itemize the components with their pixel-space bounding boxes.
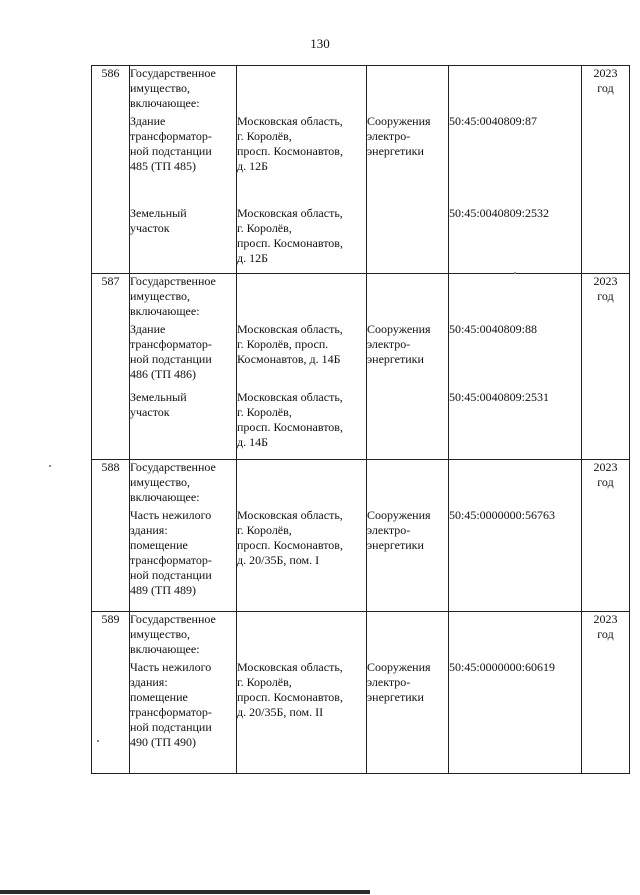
text-line: ной подстанции [130,143,212,158]
text-line: 2023 [593,460,618,474]
text-line: имущество, [130,81,191,95]
scan-edge-line [0,890,370,894]
text-line: г. Королёв, [237,128,292,143]
text-line: помещение [130,689,188,704]
text-line: д. 14Б [237,434,268,449]
text-line: Сооружения [367,507,431,522]
empty-cell [449,460,582,508]
item-cadastral-number: 50:45:0000000:56763 [449,508,582,612]
text-line: Сооружения [367,659,431,674]
record-row [92,460,630,508]
text-line: электро- [367,336,411,351]
text-line: ной подстанции [130,567,212,582]
text-line: Сооружения [367,321,431,336]
empty-cell [367,66,449,114]
text-line: Московская область, [237,321,343,336]
item-cadastral-number: 50:45:0040809:2532 [449,206,582,274]
text-line: включающее: [130,642,200,656]
record-heading [130,274,237,322]
empty-cell [237,612,367,660]
text-line: Часть нежилого [130,507,212,522]
property-table [91,65,630,774]
record-row [92,66,630,114]
item-row [92,508,630,612]
text-line: ной подстанции [130,351,212,366]
record-heading [130,66,237,114]
text-line: 2023 [593,274,618,288]
item-purpose [367,508,449,612]
empty-cell [449,66,582,114]
record-year [582,460,630,612]
record-number: 588 [92,460,130,612]
record-year [582,274,630,460]
item-name [130,390,237,460]
text-line: просп. Космонавтов, [237,537,343,552]
text-line: г. Королёв, [237,404,292,419]
item-cadastral-number: 50:45:0000000:60619 [449,660,582,774]
record-heading [130,460,237,508]
record-heading [130,612,237,660]
text-line: 486 (ТП 486) [130,366,196,381]
record-year [582,612,630,774]
text-line: просп. Космонавтов, [237,143,343,158]
item-address [237,206,367,274]
item-row [92,114,630,206]
text-line: включающее: [130,304,200,318]
record-row [92,274,630,322]
text-line: энергетики [367,537,424,552]
text-line: трансформатор- [130,336,212,351]
text-line: Московская область, [237,659,343,674]
item-purpose [367,114,449,206]
text-line: Земельный [130,205,187,220]
text-line: Государственное [130,274,216,288]
text-line: г. Королёв, [237,220,292,235]
item-row [92,660,630,774]
text-line: 2023 [593,612,618,626]
text-line: здания: [130,674,168,689]
text-line: просп. Космонавтов, [237,235,343,250]
text-line: Московская область, [237,389,343,404]
text-line: Здание [130,113,166,128]
text-line: 2023 [593,66,618,80]
text-line: г. Королёв, [237,522,292,537]
item-name [130,660,237,774]
empty-cell [367,612,449,660]
empty-cell [367,460,449,508]
empty-cell [367,274,449,322]
record-year [582,66,630,274]
text-line: включающее: [130,490,200,504]
text-line: Государственное [130,460,216,474]
text-line: год [597,627,614,641]
text-line: электро- [367,128,411,143]
text-line: трансформатор- [130,552,212,567]
text-line: трансформатор- [130,128,212,143]
text-line: Московская область, [237,205,343,220]
text-line: включающее: [130,96,200,110]
scan-speck [49,465,51,467]
text-line: Часть нежилого [130,659,212,674]
record-number: 587 [92,274,130,460]
text-line: имущество, [130,627,191,641]
text-line: г. Королёв, просп. [237,336,329,351]
item-purpose [367,322,449,390]
text-line: 490 (ТП 490) [130,734,196,749]
text-line: Здание [130,321,166,336]
item-address [237,322,367,390]
text-line: 489 (ТП 489) [130,582,196,597]
text-line: просп. Космонавтов, [237,419,343,434]
item-cadastral-number: 50:45:0040809:87 [449,114,582,206]
text-line: энергетики [367,143,424,158]
item-address [237,114,367,206]
text-line: энергетики [367,689,424,704]
item-purpose [367,390,449,460]
item-purpose [367,660,449,774]
item-cadastral-number: 50:45:0040809:2531 [449,390,582,460]
item-row [92,390,630,460]
text-line: д. 20/35Б, пом. I [237,552,320,567]
text-line: Сооружения [367,113,431,128]
text-line: трансформатор- [130,704,212,719]
text-line: просп. Космонавтов, [237,689,343,704]
text-line: год [597,475,614,489]
text-line: Государственное [130,612,216,626]
record-number: 589 [92,612,130,774]
item-name [130,114,237,206]
item-address [237,660,367,774]
text-line: электро- [367,674,411,689]
empty-cell [237,460,367,508]
text-line: ной подстанции [130,719,212,734]
text-line: год [597,289,614,303]
empty-cell [449,274,582,322]
text-line: энергетики [367,351,424,366]
text-line: Космонавтов, д. 14Б [237,351,341,366]
text-line: помещение [130,537,188,552]
item-name [130,206,237,274]
text-line: Московская область, [237,507,343,522]
text-line: участок [130,220,170,235]
scan-speck [97,740,99,742]
item-row [92,322,630,390]
text-line: имущество, [130,289,191,303]
text-line: здания: [130,522,168,537]
text-line: Земельный [130,389,187,404]
record-row [92,612,630,660]
text-line: Государственное [130,66,216,80]
item-name [130,508,237,612]
item-address [237,390,367,460]
text-line: д. 12Б [237,158,268,173]
item-name [130,322,237,390]
scan-speck [514,272,516,274]
text-line: 485 (ТП 485) [130,158,196,173]
record-number: 586 [92,66,130,274]
item-address [237,508,367,612]
text-line: участок [130,404,170,419]
item-cadastral-number: 50:45:0040809:88 [449,322,582,390]
text-line: д. 12Б [237,250,268,265]
page-number: 130 [310,36,330,51]
empty-cell [237,66,367,114]
empty-cell [237,274,367,322]
text-line: г. Королёв, [237,674,292,689]
text-line: имущество, [130,475,191,489]
text-line: год [597,81,614,95]
item-row [92,206,630,274]
text-line: Московская область, [237,113,343,128]
empty-cell [449,612,582,660]
text-line: электро- [367,522,411,537]
text-line: д. 20/35Б, пом. II [237,704,324,719]
item-purpose [367,206,449,274]
